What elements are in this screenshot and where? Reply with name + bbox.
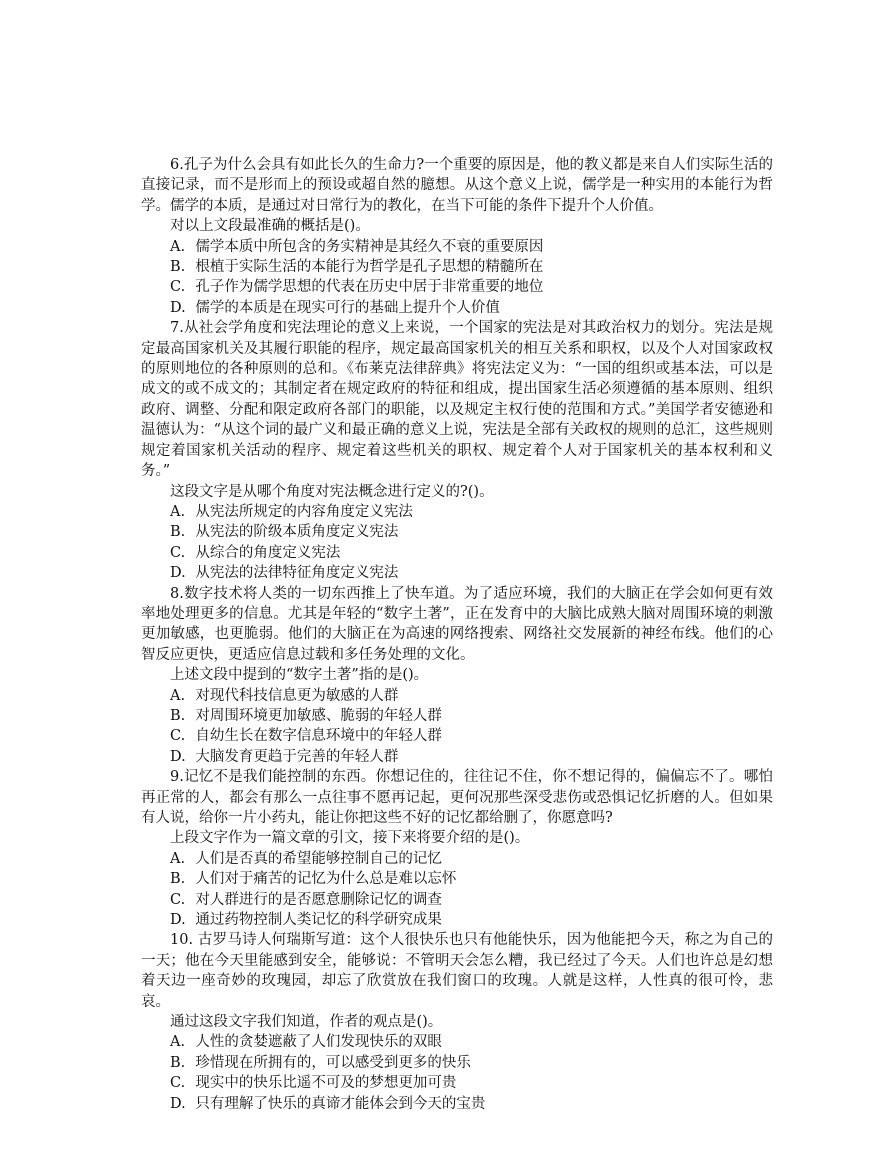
option-letter: B. bbox=[170, 871, 186, 888]
option-c bbox=[141, 1073, 773, 1093]
question-7 bbox=[141, 318, 773, 583]
option-c bbox=[141, 726, 773, 746]
option-b bbox=[141, 1053, 773, 1073]
option-c bbox=[141, 890, 773, 910]
question-prompt: 通过这段文字我们知道，作者的观点是()。 bbox=[170, 1014, 443, 1031]
option-text: 对周围环境更加敏感、脆弱的年轻人群 bbox=[195, 707, 442, 724]
question-passage: 6.孔子为什么会具有如此长久的生命力?一个重要的原因是，他的教义都是来自人们实际生活的直接记录，而不是形而上的预设或超自然的臆想。从这个意义上说，儒学是一种实用的本能行为哲学。儒学的本质，是通过对日常行为的教化，在当下可能的条件下提升个人价值。 bbox=[141, 157, 773, 214]
option-d bbox=[141, 298, 773, 318]
option-c bbox=[141, 277, 773, 297]
document-page bbox=[141, 155, 773, 1114]
option-b bbox=[141, 869, 773, 889]
option-d bbox=[141, 563, 773, 583]
option-letter: A. bbox=[170, 1034, 186, 1051]
option-text: 对现代科技信息更为敏感的人群 bbox=[195, 687, 399, 704]
option-list bbox=[141, 1032, 773, 1114]
option-text: 现实中的快乐比遥不可及的梦想更加可贵 bbox=[195, 1075, 457, 1092]
question-8 bbox=[141, 584, 773, 768]
option-letter: C. bbox=[170, 728, 186, 745]
question-10 bbox=[141, 930, 773, 1114]
question-6 bbox=[141, 155, 773, 318]
option-b bbox=[141, 706, 773, 726]
option-letter: C. bbox=[170, 891, 186, 908]
option-a bbox=[141, 686, 773, 706]
option-letter: D. bbox=[170, 299, 186, 316]
option-letter: C. bbox=[170, 544, 186, 561]
option-d bbox=[141, 1094, 773, 1114]
option-text: 儒学本质中所包含的务实精神是其经久不衰的重要原因 bbox=[195, 238, 544, 255]
question-prompt: 这段文字是从哪个角度对宪法概念进行定义的?()。 bbox=[170, 483, 494, 500]
option-letter: D. bbox=[170, 912, 186, 929]
option-b bbox=[141, 522, 773, 542]
option-a bbox=[141, 502, 773, 522]
question-9 bbox=[141, 767, 773, 930]
option-text: 对人群进行的是否愿意删除记忆的调查 bbox=[195, 891, 442, 908]
option-a bbox=[141, 1032, 773, 1052]
option-text: 通过药物控制人类记忆的科学研究成果 bbox=[195, 912, 442, 929]
option-letter: A. bbox=[170, 503, 186, 520]
option-a bbox=[141, 849, 773, 869]
option-letter: A. bbox=[170, 238, 186, 255]
option-text: 人们是否真的希望能够控制自己的记忆 bbox=[195, 850, 442, 867]
option-text: 人们对于痛苦的记忆为什么总是难以忘怀 bbox=[195, 871, 457, 888]
option-text: 人性的贪婪遮蔽了人们发现快乐的双眼 bbox=[195, 1034, 442, 1051]
option-text: 自幼生长在数字信息环境中的年轻人群 bbox=[195, 728, 442, 745]
option-text: 只有理解了快乐的真谛才能体会到今天的宝贵 bbox=[195, 1095, 486, 1112]
question-prompt: 上段文字作为一篇文章的引文，接下来将要介绍的是()。 bbox=[170, 830, 530, 847]
option-list bbox=[141, 502, 773, 584]
option-text: 从综合的角度定义宪法 bbox=[195, 544, 341, 561]
option-a bbox=[141, 237, 773, 257]
option-text: 孔子作为儒学思想的代表在历史中居于非常重要的地位 bbox=[195, 279, 544, 296]
question-prompt: 对以上文段最准确的概括是()。 bbox=[170, 218, 370, 235]
option-text: 珍惜现在所拥有的，可以感受到更多的快乐 bbox=[195, 1054, 471, 1071]
option-d bbox=[141, 747, 773, 767]
option-letter: C. bbox=[170, 279, 186, 296]
option-list bbox=[141, 237, 773, 319]
question-passage: 10. 古罗马诗人何瑞斯写道：这个人很快乐也只有他能快乐，因为他能把今天，称之为自己的一天；他在今天里能感到安全，能够说：不管明天会怎么糟，我已经过了今天。人们也许总是幻想着天边一座奇妙的玫瑰园，却忘了欣赏放在我们窗口的玫瑰。人就是这样，人性真的很可怜，悲哀。 bbox=[141, 932, 773, 1010]
option-text: 儒学的本质是在现实可行的基础上提升个人价值 bbox=[195, 299, 500, 316]
option-b bbox=[141, 257, 773, 277]
question-passage: 7.从社会学角度和宪法理论的意义上来说，一个国家的宪法是对其政治权力的划分。宪法是规定最高国家机关及其履行职能的程序，规定最高国家机关的相互关系和职权，以及个人对国家政权的原则地位的各种原则的总和。《布莱克法律辞典》将宪法定义为：“一国的组织或基本法，可以是成文的或不成文的；其制定者在规定政府的特征和组成，提出国家生活必须遵循的基本原则、组织政府、调整、分配和限定政府各部门的职能，以及规定主权行使的范围和方式。”美国学者安德逊和温德认为：“从这个词的最广义和最正确的意义上说，宪法是全部有关政权的规则的总汇，这些规则规定着国家机关活动的程序、规定着这些机关的职权、规定着个人对于国家机关的基本权利和义务。” bbox=[141, 320, 773, 480]
question-passage: 8.数字技术将人类的一切东西推上了快车道。为了适应环境，我们的大脑正在学会如何更有效率地处理更多的信息。尤其是年轻的“数字土著”，正在发育中的大脑比成熟大脑对周围环境的刺激更加敏感，也更脆弱。他们的大脑正在为高速的网络搜索、网络社交发展新的神经布线。他们的心智反应更快，更适应信息过载和多任务处理的文化。 bbox=[141, 585, 773, 663]
option-letter: D. bbox=[170, 748, 186, 765]
option-c bbox=[141, 543, 773, 563]
question-passage: 9.记忆不是我们能控制的东西。你想记住的，往往记不住，你不想记得的，偏偏忘不了。哪怕再正常的人，都会有那么一点往事不愿再记起，更何况那些深受悲伤或恐惧记忆折磨的人。但如果有人说，给你一片小药丸，能让你把这些不好的记忆都给删了，你愿意吗? bbox=[141, 769, 773, 826]
option-list bbox=[141, 849, 773, 931]
option-letter: B. bbox=[170, 707, 186, 724]
option-text: 从宪法的阶级本质角度定义宪法 bbox=[195, 524, 399, 541]
option-letter: A. bbox=[170, 850, 186, 867]
option-d bbox=[141, 910, 773, 930]
option-text: 从宪法的法律特征角度定义宪法 bbox=[195, 565, 399, 582]
option-text: 根植于实际生活的本能行为哲学是孔子思想的精髓所在 bbox=[195, 259, 544, 276]
option-letter: C. bbox=[170, 1075, 186, 1092]
option-text: 从宪法所规定的内容角度定义宪法 bbox=[195, 503, 413, 520]
option-letter: D. bbox=[170, 565, 186, 582]
option-letter: B. bbox=[170, 259, 186, 276]
option-letter: B. bbox=[170, 524, 186, 541]
option-list bbox=[141, 686, 773, 768]
option-letter: A. bbox=[170, 687, 186, 704]
question-prompt: 上述文段中提到的“数字土著”指的是()。 bbox=[170, 667, 429, 684]
option-letter: B. bbox=[170, 1054, 186, 1071]
option-text: 大脑发育更趋于完善的年轻人群 bbox=[195, 748, 399, 765]
option-letter: D. bbox=[170, 1095, 186, 1112]
